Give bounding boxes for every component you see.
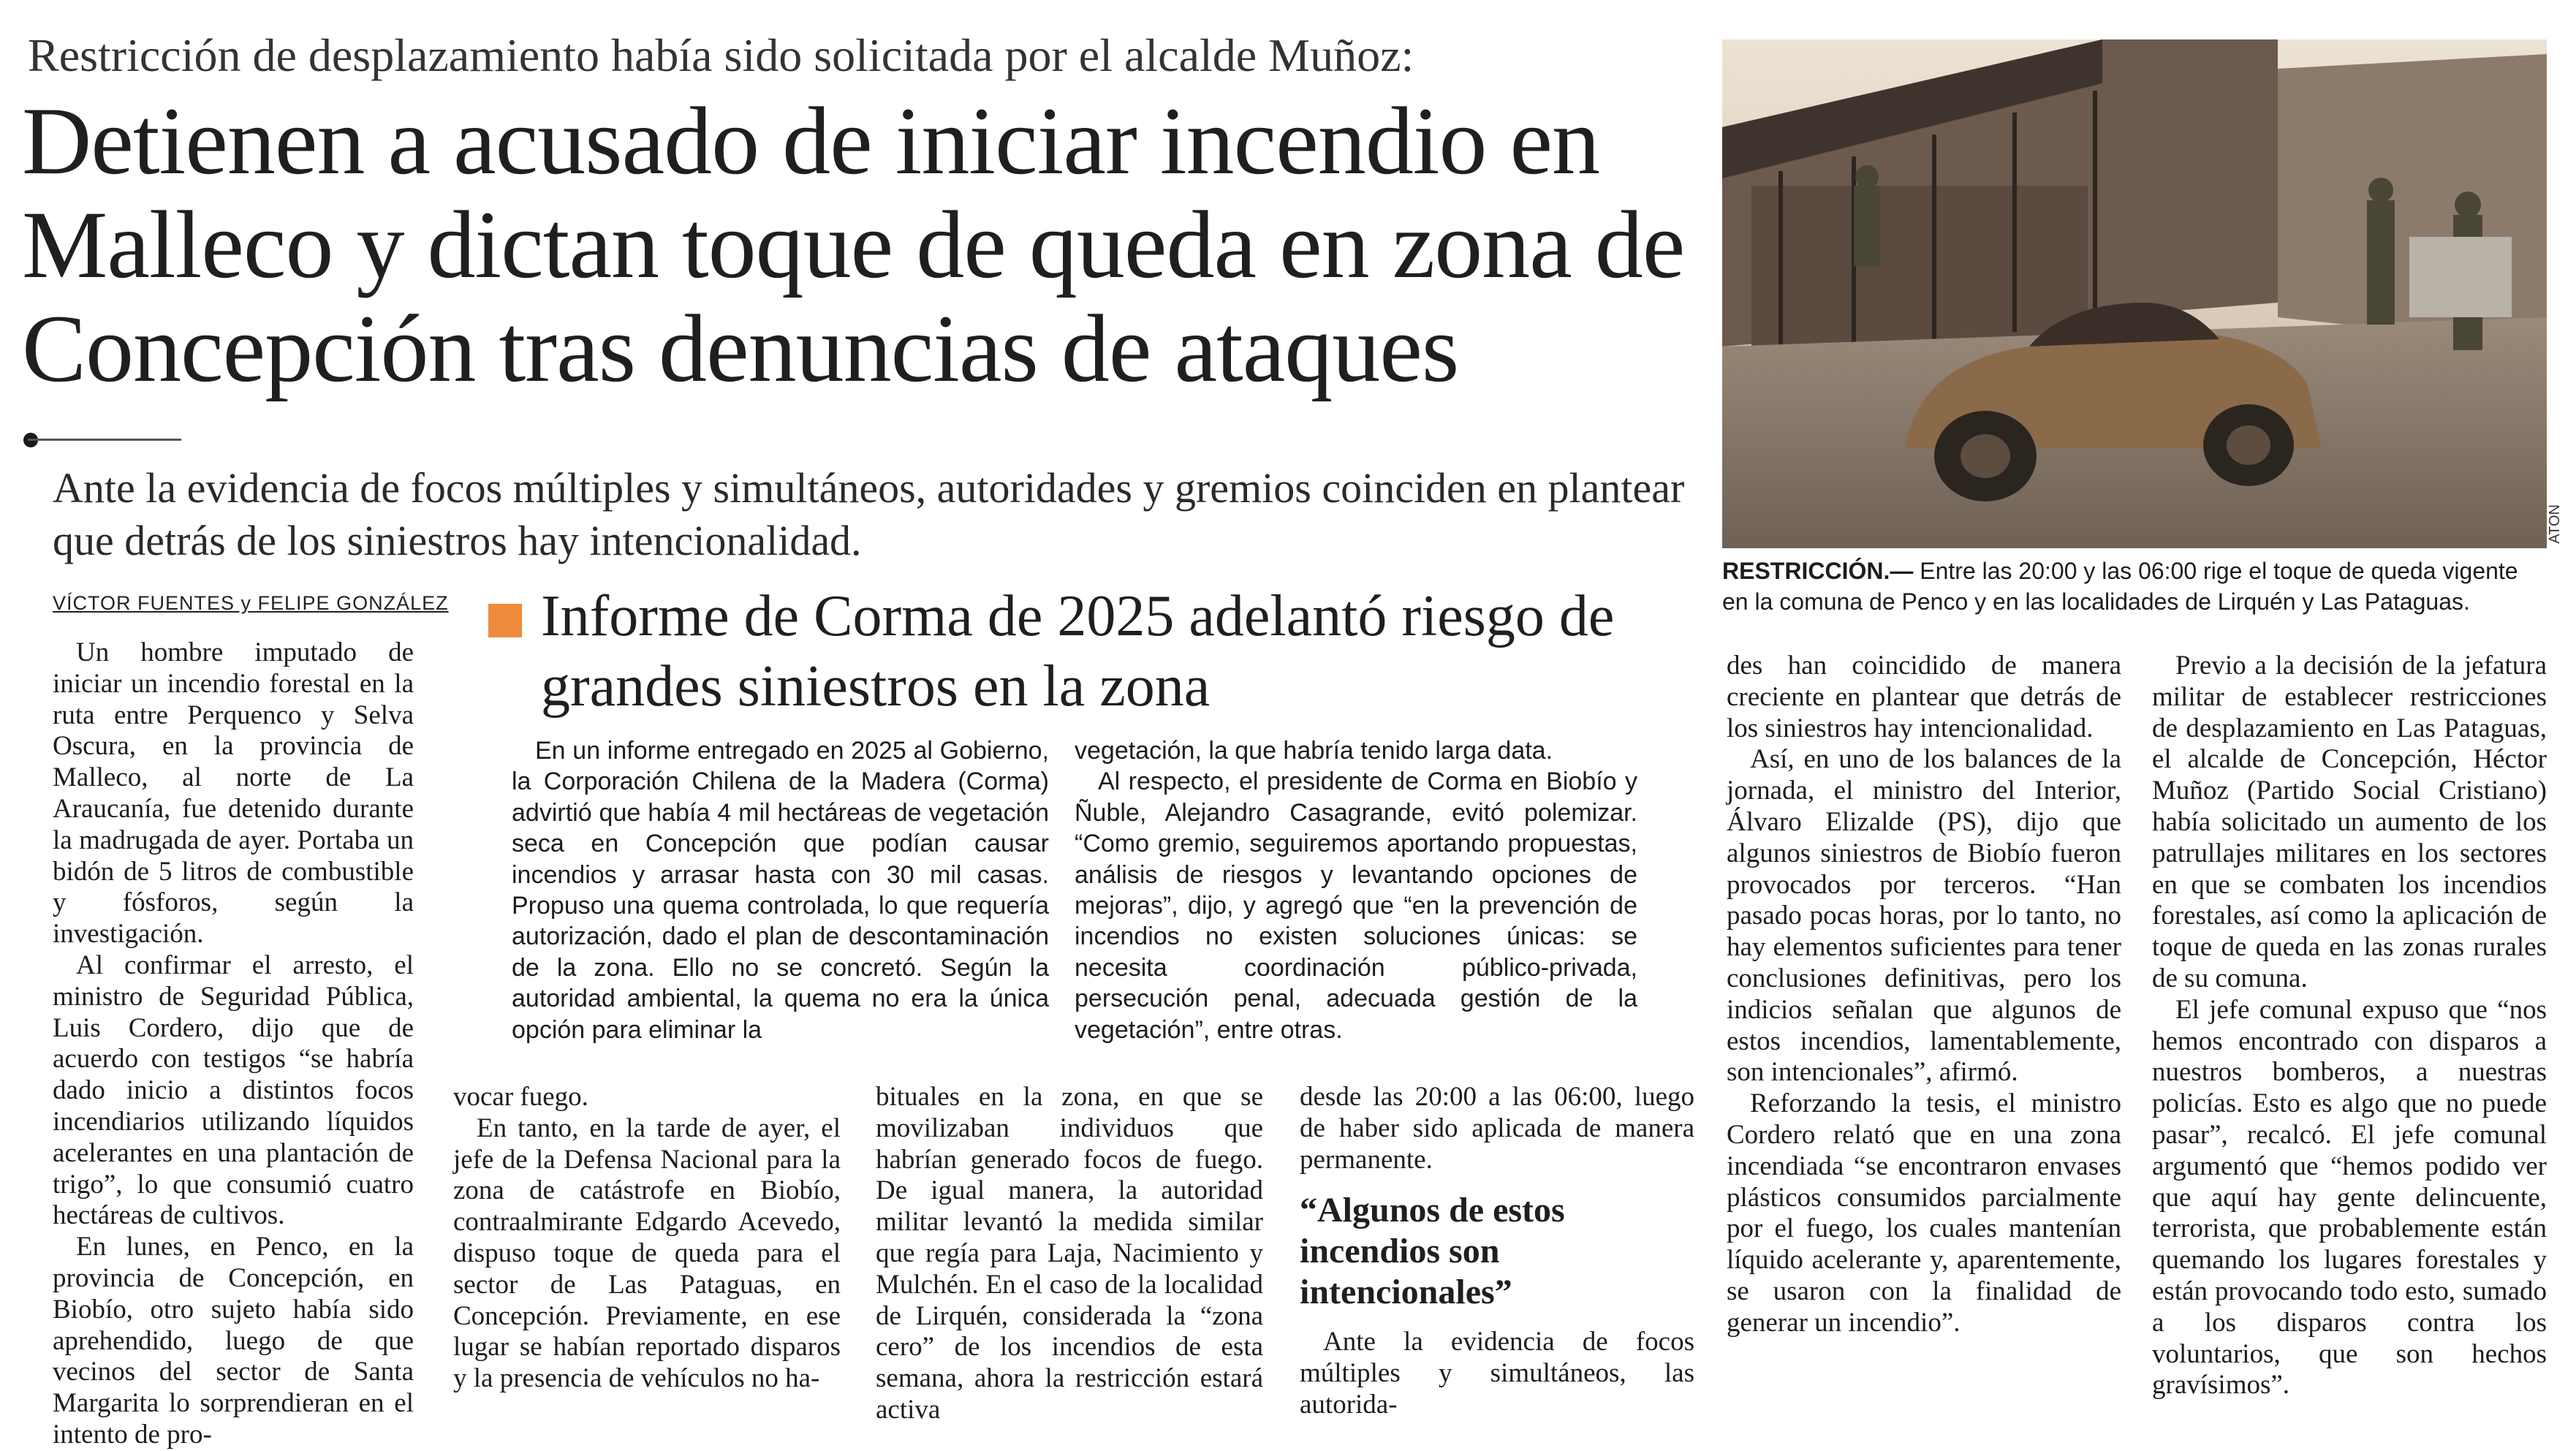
article-column-2: [453, 1082, 841, 1395]
article-column-4b: [1300, 1327, 1694, 1420]
paragraph: En tanto, en la tarde de ayer, el jefe de la Defensa Nacional para la zona de catástrofe en Biobío, contraalmirante Edgardo Acevedo, dispuso toque de queda para el sector de Las Pataguas, en Concepción. Previamente, en ese lugar se habían reportado disparos y la presencia de vehículos no ha-: [453, 1113, 841, 1394]
paragraph: Un hombre imputado de iniciar un incendio forestal en la ruta entre Perquenco y Selva Oscura, en la provincia de Malleco, al norte de La Araucanía, fue detenido durante la madrugada de ayer. Portaba un bidón de 5 litros de combustible y fósforos, según la investigación.: [53, 637, 414, 950]
paragraph: Al confirmar el arresto, el ministro de Seguridad Pública, Luis Cordero, dijo que de acuerdo con testigos “se habría dado inicio a distintos focos incendiarios utilizando líquidos acelerantes en una plantación de trigo”, lo que consumió cuatro hectáreas de cultivos.: [53, 950, 414, 1231]
headline: Detienen a acusado de iniciar incendio en Malleco y dictan toque de queda en zona de Concepción tras denuncias de ataques: [22, 87, 1685, 402]
paragraph: bituales en la zona, en que se movilizaban individuos que habrían generado focos de fuego. De igual manera, la autoridad militar levantó la medida similar que regía para Laja, Nacimiento y Mulchén. En el caso de la localidad de Lirquén, considerada la “zona cero” de los incendios de esta semana, ahora la restricción estará activa: [876, 1082, 1263, 1425]
paragraph: Ante la evidencia de focos múltiples y simultáneos, las autorida-: [1300, 1327, 1694, 1420]
paragraph: vocar fuego.: [453, 1082, 588, 1112]
paragraph: Así, en uno de los balances de la jornada, el ministro del Interior, Álvaro Elizalde (PS), dijo que algunos siniestros de Biobío fueron provocados por terceros. “Han pasado pocas horas, por lo tanto, no hay elementos suficientes para tener conclusiones definitivas, pero los indicios señalan que algunos de estos incendios, lamentablemente, son intencionales”, afirmó.: [1727, 744, 2121, 1088]
article-column-3: [876, 1082, 1263, 1426]
paragraph: vegetación, la que habría tenido larga data.: [1075, 737, 1553, 765]
caption-text: Entre las 20:00 y las 06:00 rige el toque de queda vigente en la comuna de Penco y en las localidades de Lirquén y Las Pataguas.: [1722, 558, 2518, 615]
paragraph: Previo a la decisión de la jefatura militar de establecer restricciones de desplazamiento en Las Pataguas, el alcalde de Concepción, Héctor Muñoz (Partido Social Cristiano) había solicitado un aumento de los patrullajes militares en los sectores en que se combaten los incendios forestales, así como la aplicación de toque de queda en las zonas rurales de su comuna.: [2152, 651, 2547, 993]
article-column-5: [1727, 651, 2121, 1339]
paragraph: En un informe entregado en 2025 al Gobierno, la Corporación Chilena de la Madera (Corma) advirtió que había 4 mil hectáreas de vegetación seca en Concepción que podían causar incendios y arrasar hasta con 30 mil casas. Propuso una quema controlada, lo que requería autorización, dado el plan de descontaminación de la zona. Ello no se concretó. Según la autoridad ambiental, la quema no era la única opción para eliminar la: [512, 737, 1049, 1044]
paragraph: Al respecto, el presidente de Corma en Biobío y Ñuble, Alejandro Casagrande, evitó polemizar. “Como gremio, seguiremos aportando propuestas, análisis de riesgos y levantando opciones de mejoras”, dijo, y agregó que “en la prevención de incendios no existen soluciones únicas: se necesita coordinación público-privada, persecución penal, adecuada gestión de la vegetación”, entre otras.: [1075, 768, 1637, 1044]
section-marker: [488, 604, 522, 637]
article-column-4: [1300, 1082, 1694, 1175]
kicker: Restricción de desplazamiento había sido solicitada por el alcalde Muñoz:: [28, 29, 1414, 81]
paragraph: des han coincidido de manera creciente en plantear que detrás de los siniestros hay intencionalidad.: [1727, 651, 2121, 743]
paragraph: El jefe comunal expuso que “nos hemos encontrado con disparos a nuestros bomberos, a nuestras policías. Esto es algo que no puede pasar”, recalcó. El jefe comunal argumentó que “hemos podido ver que aquí hay gente delincuente, terrorista, que probablemente están quemando los lugares forestales y están provocando todo esto, sumado a los disparos contra los voluntarios, que son hechos gravísimos”.: [2152, 994, 2547, 1401]
article-column-6: [2152, 651, 2547, 1401]
byline: VÍCTOR FUENTES y FELIPE GONZÁLEZ: [53, 592, 449, 614]
burned-car-photo: [1722, 39, 2547, 548]
paragraph: desde las 20:00 a las 06:00, luego de haber sido aplicada de manera permanente.: [1300, 1082, 1694, 1175]
box-column-1: [512, 735, 1049, 1045]
paragraph: En lunes, en Penco, en la provincia de Concepción, en Biobío, otro sujeto había sido aprehendido, luego de que vecinos del sector de Santa Margarita lo sorprendieran en el intento de pro-: [53, 1232, 414, 1450]
article-column-1: [53, 637, 414, 1451]
pull-quote: “Algunos de estos incendios son intencionales”: [1300, 1191, 1565, 1311]
photo-caption: [1722, 556, 2548, 617]
divider: [28, 439, 181, 441]
box-column-2: [1075, 735, 1637, 1045]
photo-credit: ATON: [2547, 504, 2563, 544]
deck: Ante la evidencia de focos múltiples y simultáneos, autoridades y gremios coinciden en plantear que detrás de los siniestros hay intencionalidad.: [53, 464, 1685, 564]
news-photo: [1722, 39, 2547, 548]
box-title: Informe de Corma de 2025 adelantó riesgo de grandes siniestros en la zona: [541, 584, 1615, 719]
caption-lead: RESTRICCIÓN.—: [1722, 558, 1914, 584]
paragraph: Reforzando la tesis, el ministro Cordero relató que en una zona incendiada “se encontraron envases plásticos consumidos parcialmente por el fuego, los cuales mantenían líquido acelerante y, aparentemente, se usaron con la finalidad de generar un incendio”.: [1727, 1088, 2121, 1338]
